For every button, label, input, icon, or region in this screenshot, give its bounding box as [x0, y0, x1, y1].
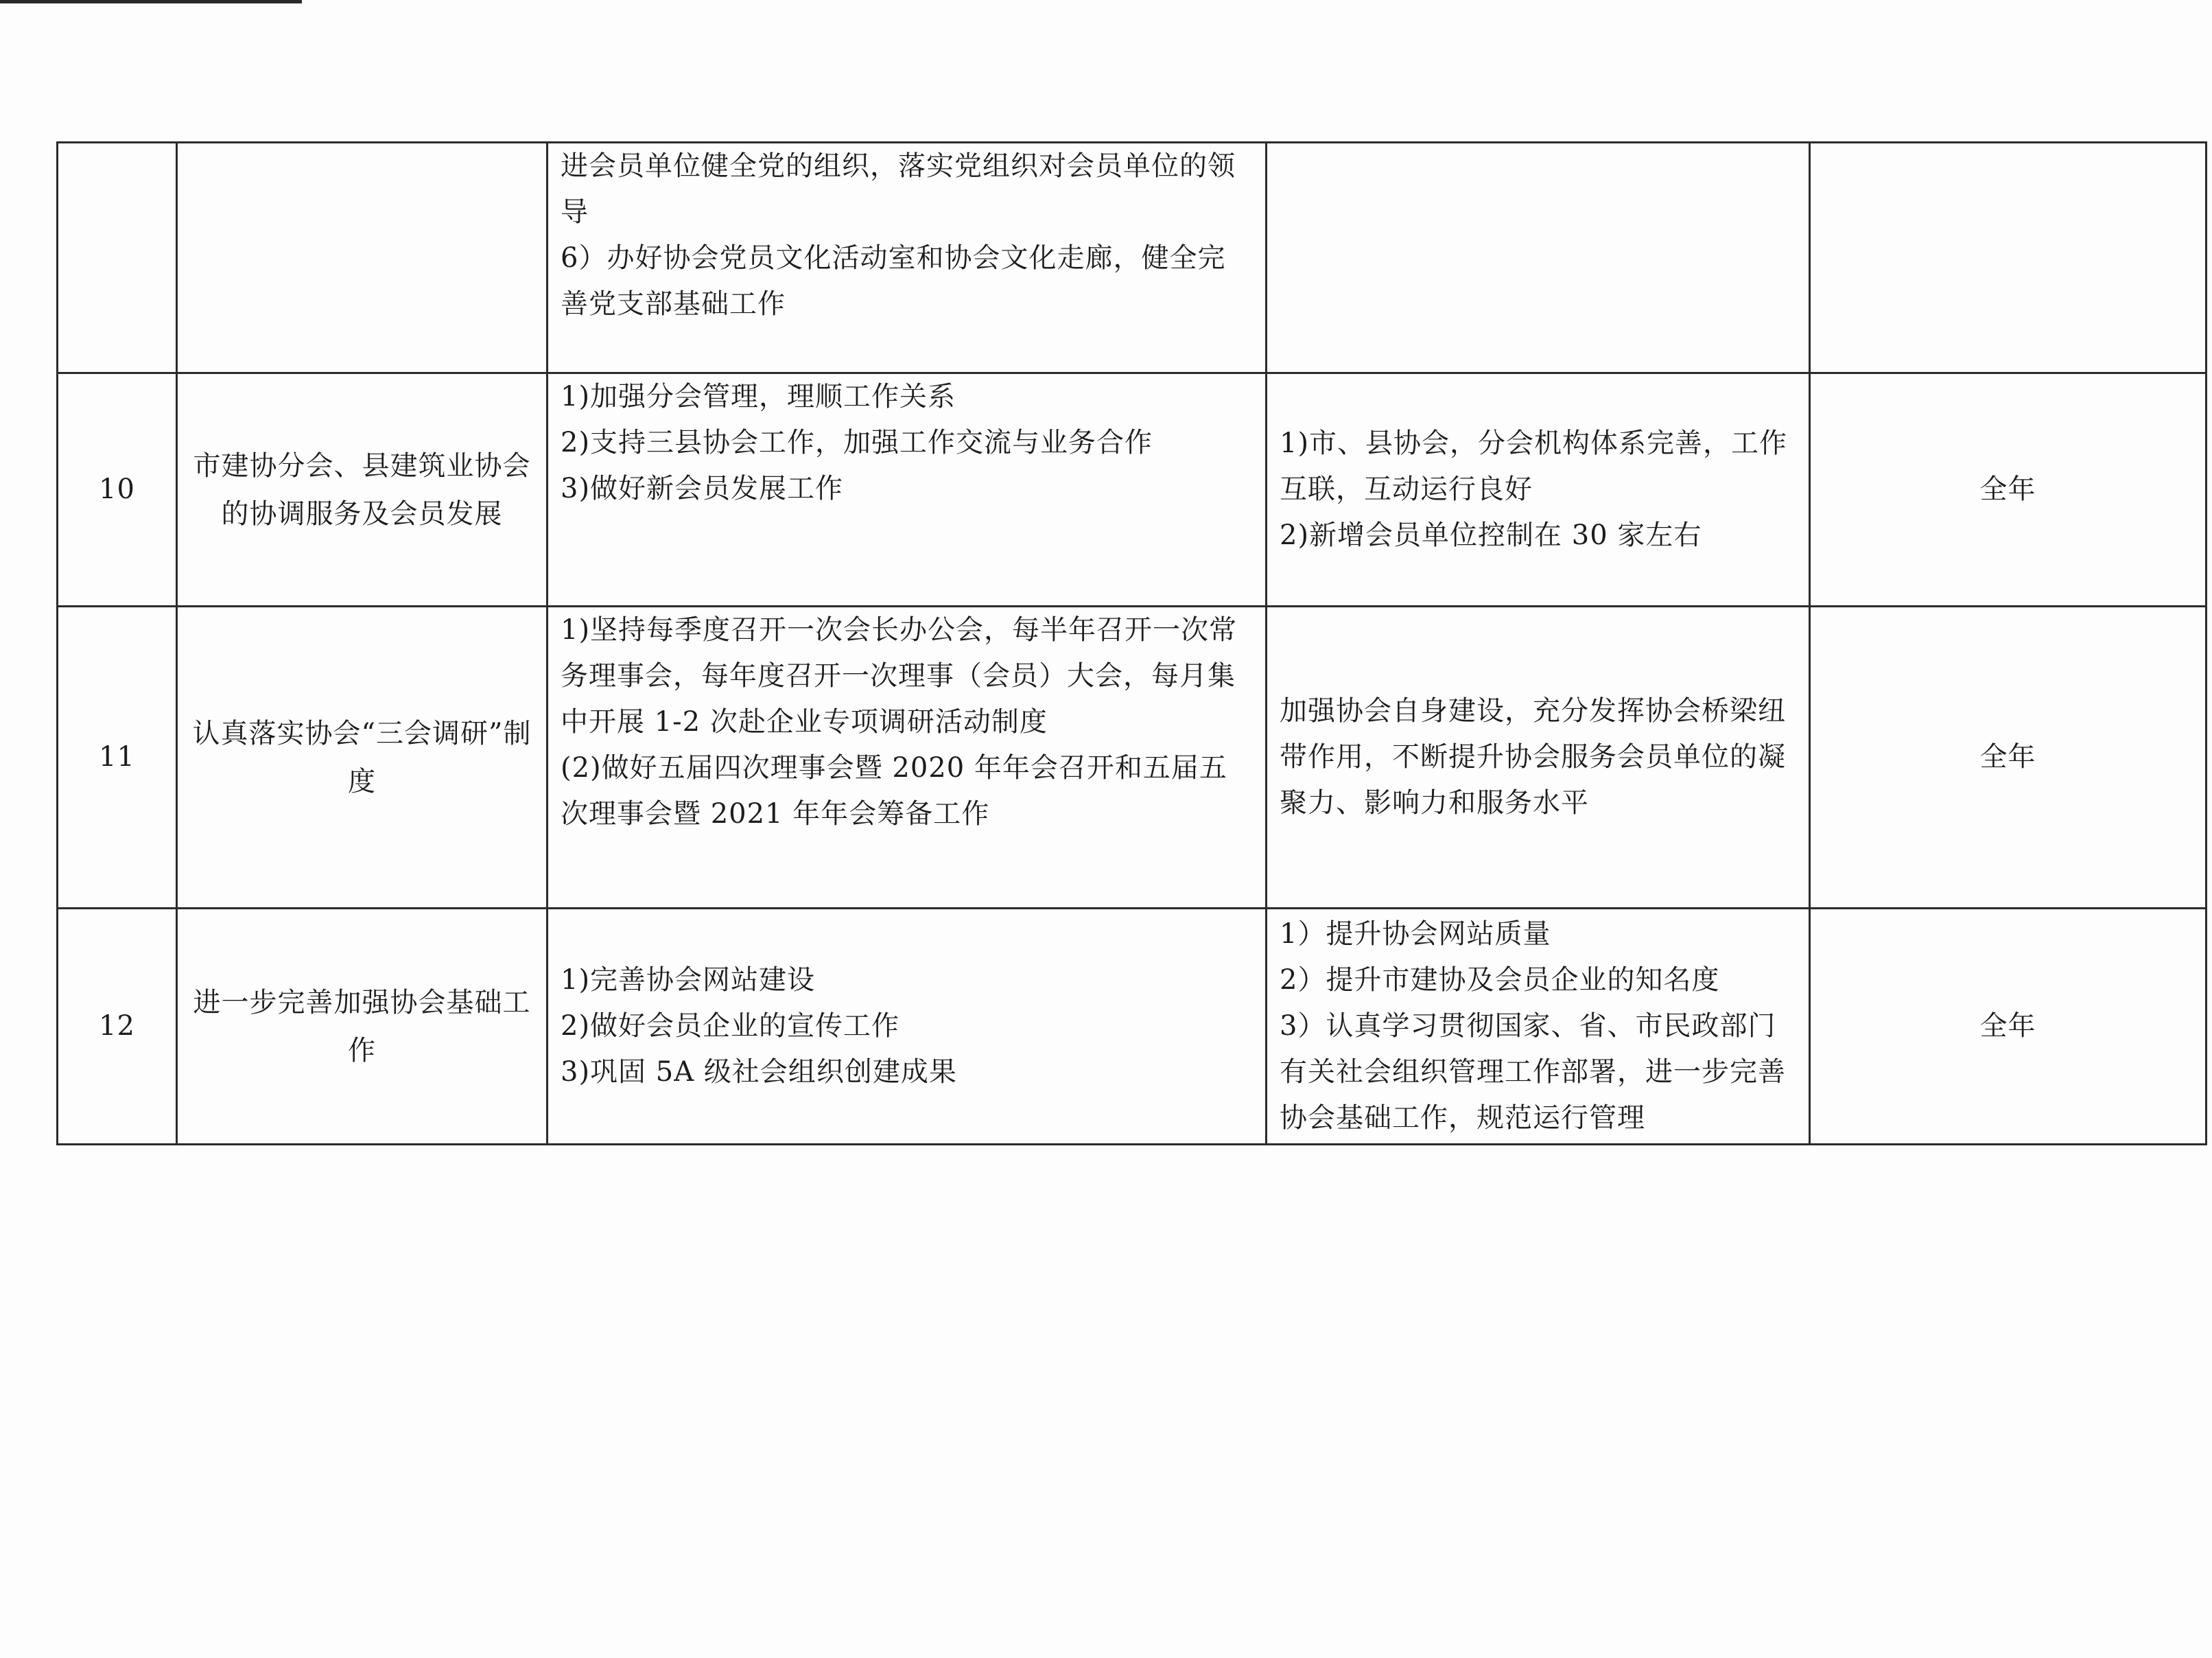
measures-cell	[548, 909, 1267, 1145]
work-item-cell	[177, 143, 548, 373]
time-cell: 全年	[1810, 909, 2207, 1145]
goals-cell	[1267, 909, 1810, 1145]
row-number-cell	[58, 143, 177, 373]
goal-line: 3）认真学习贯彻国家、省、市民政部门有关社会组织管理工作部署，进一步完善协会基础工作，规范运行管理	[1280, 1010, 1786, 1134]
goal-line: 1）提升协会网站质量	[1280, 918, 1551, 950]
goals-cell	[1267, 143, 1810, 373]
table-row	[58, 143, 2207, 373]
measures-cell	[548, 143, 1267, 373]
scan-edge-mark	[0, 0, 302, 3]
time-cell: 全年	[1810, 373, 2207, 607]
goal-line: 加强协会自身建设，充分发挥协会桥梁纽带作用，不断提升协会服务会员单位的凝聚力、影响力和服务水平	[1280, 695, 1786, 819]
goal-line: 2)新增会员单位控制在 30 家左右	[1280, 519, 1702, 551]
goal-line: 1)市、县协会，分会机构体系完善，工作互联，互动运行良好	[1280, 428, 1788, 505]
table-row	[58, 607, 2207, 909]
work-item-cell: 进一步完善加强协会基础工作	[177, 909, 548, 1145]
measure-line: 进会员单位健全党的组织，落实党组织对会员单位的领导	[561, 150, 1236, 228]
measure-line: 2)做好会员企业的宣传工作	[561, 1010, 900, 1042]
row-number-cell: 12	[58, 909, 177, 1145]
goal-line: 2）提升市建协及会员企业的知名度	[1280, 964, 1720, 996]
time-cell: 全年	[1810, 607, 2207, 909]
row-number-cell: 10	[58, 373, 177, 607]
table-row	[58, 909, 2207, 1145]
measure-line: 1)坚持每季度召开一次会长办公会，每半年召开一次常务理事会，每年度召开一次理事（会员）大会，每月集中开展 1-2 次赴企业专项调研活动制度	[561, 614, 1238, 738]
work-plan-table	[56, 141, 2207, 1145]
row-number-cell: 11	[58, 607, 177, 909]
work-item-cell: 认真落实协会“三会调研”制度	[177, 607, 548, 909]
measure-line: 2)支持三县协会工作，加强工作交流与业务合作	[561, 427, 1153, 458]
work-item-cell: 市建协分会、县建筑业协会的协调服务及会员发展	[177, 373, 548, 607]
measure-line: 3)做好新会员发展工作	[561, 473, 844, 504]
measure-line: 3)巩固 5A 级社会组织创建成果	[561, 1056, 957, 1088]
measure-line: 1)完善协会网站建设	[561, 964, 816, 996]
goals-cell	[1267, 373, 1810, 607]
goals-cell	[1267, 607, 1810, 909]
measure-line: 1)加强分会管理，理顺工作关系	[561, 381, 956, 412]
measure-line: 6）办好协会党员文化活动室和协会文化走廊，健全完善党支部基础工作	[561, 242, 1226, 320]
measures-cell	[548, 607, 1267, 909]
time-cell	[1810, 143, 2207, 373]
table-row	[58, 373, 2207, 607]
measure-line: (2)做好五届四次理事会暨 2020 年年会召开和五届五次理事会暨 2021 年年会筹备工作	[561, 752, 1227, 830]
measures-cell	[548, 373, 1267, 607]
